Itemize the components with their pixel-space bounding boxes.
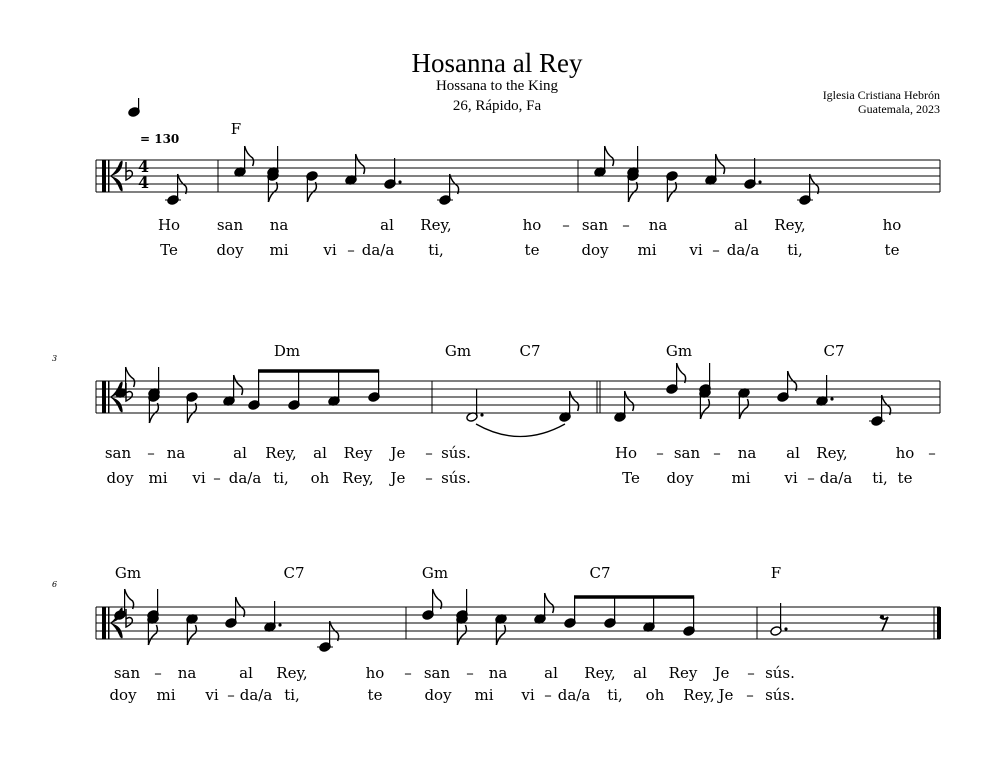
- lyric-verse-1: –: [713, 444, 721, 462]
- final-barline: [937, 607, 941, 639]
- composer-line-2: Guatemala, 2023: [858, 102, 940, 116]
- lyric-verse-2: Te: [160, 241, 178, 259]
- tie: [476, 424, 565, 437]
- lyric-verse-2: doy: [666, 469, 694, 487]
- lyric-verse-1: ho: [882, 216, 902, 234]
- score-tempo-key-line: 26, Rápido, Fa: [452, 98, 542, 114]
- lyric-verse-2: vi: [784, 469, 798, 487]
- lyric-verse-2: da/a: [819, 469, 853, 487]
- eighth-flag: [739, 399, 748, 419]
- lyric-verse-2: mi: [731, 469, 751, 487]
- augmentation-dot: [830, 397, 833, 400]
- lyric-verse-2: sús.: [441, 469, 471, 487]
- lyric-verse-2: ti,: [872, 469, 888, 487]
- lyric-verse-2: mi: [474, 686, 494, 704]
- lyric-verse-2: te: [524, 241, 540, 259]
- lyric-verse-1: –: [656, 444, 664, 462]
- lyric-verse-2: te: [367, 686, 383, 704]
- lyric-verse-2: doy: [106, 469, 134, 487]
- lyric-verse-1: Rey,: [420, 216, 452, 234]
- lyric-verse-2: doy: [216, 241, 244, 259]
- lyric-verse-2: vi: [521, 686, 535, 704]
- augmentation-dot: [278, 623, 281, 626]
- lyric-verse-2: da/a: [557, 686, 591, 704]
- lyric-verse-1: na: [737, 444, 757, 462]
- lyric-verse-2: –: [425, 469, 433, 487]
- lyric-verse-1: al: [544, 664, 558, 682]
- lyric-verse-2: vi: [192, 469, 206, 487]
- chord-symbol: Gm: [114, 564, 142, 582]
- lyric-verse-2: oh: [645, 686, 665, 704]
- composer-line-1: Iglesia Cristiana Hebrón: [822, 88, 940, 102]
- lyric-verse-2: da/a: [361, 241, 395, 259]
- lyric-verse-2: mi: [269, 241, 289, 259]
- lyric-verse-2: ti,: [284, 686, 300, 704]
- lyric-verse-1: Rey,: [265, 444, 297, 462]
- chord-symbol: Gm: [421, 564, 449, 582]
- eighth-flag: [677, 363, 686, 383]
- flat-icon: [126, 162, 132, 180]
- lyric-verse-2: doy: [424, 686, 452, 704]
- chord-symbol: Dm: [273, 342, 301, 360]
- lyric-verse-1: Rey,: [816, 444, 848, 462]
- lyric-verse-1: Rey,: [774, 216, 806, 234]
- lyric-verse-1: Rey,: [276, 664, 308, 682]
- lyric-verse-2: vi: [205, 686, 219, 704]
- lyric-verse-2: Rey,: [683, 686, 715, 704]
- eighth-flag: [605, 146, 614, 166]
- time-signature-bottom: 4: [138, 173, 150, 192]
- lyric-verse-1: na: [166, 444, 186, 462]
- alto-clef-icon: [108, 381, 110, 413]
- alto-clef-icon: [102, 607, 106, 639]
- lyric-verse-1: Rey,: [584, 664, 616, 682]
- lyric-verse-2: –: [544, 686, 552, 704]
- augmentation-dot: [398, 180, 401, 183]
- lyric-verse-1: Je: [390, 444, 406, 462]
- eighth-rest-icon: [880, 617, 888, 631]
- chord-symbol: F: [230, 120, 242, 138]
- lyric-verse-1: –: [154, 664, 162, 682]
- lyric-verse-1: sús.: [441, 444, 471, 462]
- lyric-verse-2: te: [897, 469, 913, 487]
- lyric-verse-1: na: [488, 664, 508, 682]
- score-title: Hosanna al Rey: [411, 48, 583, 78]
- lyric-verse-1: –: [747, 664, 755, 682]
- eighth-flag: [716, 154, 725, 174]
- lyric-verse-1: san: [581, 216, 609, 234]
- lyric-verse-1: al: [786, 444, 800, 462]
- measure-number: 6: [52, 580, 58, 589]
- lyric-verse-2: vi: [323, 241, 337, 259]
- lyric-verse-2: da/a: [239, 686, 273, 704]
- augmentation-dot: [784, 627, 787, 630]
- lyric-verse-1: Ho: [614, 444, 638, 462]
- eighth-flag: [234, 375, 243, 395]
- lyric-verse-2: vi: [689, 241, 703, 259]
- lyric-verse-1: san: [104, 444, 132, 462]
- chord-symbol: C7: [519, 342, 541, 360]
- lyric-verse-2: mi: [637, 241, 657, 259]
- lyric-verse-2: Je: [390, 469, 406, 487]
- chord-symbol: Gm: [665, 342, 693, 360]
- flat-icon: [126, 609, 132, 627]
- lyric-verse-1: –: [622, 216, 630, 234]
- lyric-verse-1: ho: [365, 664, 385, 682]
- lyric-verse-2: –: [746, 686, 754, 704]
- alto-clef-icon: [108, 607, 110, 639]
- lyric-verse-2: ti,: [607, 686, 623, 704]
- eighth-flag: [496, 625, 505, 645]
- lyric-verse-2: Te: [622, 469, 640, 487]
- lyric-verse-1: al: [380, 216, 394, 234]
- lyric-verse-1: ho: [895, 444, 915, 462]
- lyric-verse-1: –: [404, 664, 412, 682]
- eighth-rest-icon: [880, 615, 884, 619]
- lyric-verse-1: –: [928, 444, 936, 462]
- score-subtitle: Hossana to the King: [435, 78, 559, 94]
- lyric-verse-1: sús.: [765, 664, 795, 682]
- chord-symbol: F: [770, 564, 782, 582]
- lyric-verse-1: al: [233, 444, 247, 462]
- lyric-verse-1: san: [423, 664, 451, 682]
- lyric-verse-2: oh: [310, 469, 330, 487]
- lyric-verse-2: Rey,: [342, 469, 374, 487]
- lyric-verse-2: Je: [718, 686, 734, 704]
- alto-clef-icon: [108, 160, 110, 192]
- lyric-verse-1: Rey: [343, 444, 373, 462]
- lyric-verse-2: ti,: [428, 241, 444, 259]
- flat-icon: [126, 383, 132, 401]
- lyric-verse-1: Rey: [668, 664, 698, 682]
- lyric-verse-2: –: [347, 241, 355, 259]
- augmentation-dot: [480, 413, 483, 416]
- lyric-verse-2: te: [884, 241, 900, 259]
- eighth-flag: [187, 625, 196, 645]
- chord-symbol: Gm: [444, 342, 472, 360]
- lyric-verse-2: doy: [581, 241, 609, 259]
- tempo-marking: = 130: [140, 132, 180, 146]
- lyric-verse-2: sús.: [765, 686, 795, 704]
- lyric-verse-1: san: [113, 664, 141, 682]
- eighth-flag: [125, 589, 134, 609]
- lyric-verse-2: mi: [148, 469, 168, 487]
- lyric-verse-1: na: [177, 664, 197, 682]
- eighth-flag: [433, 589, 442, 609]
- lyric-verse-1: –: [562, 216, 570, 234]
- lyric-verse-1: –: [466, 664, 474, 682]
- alto-clef-icon: [102, 381, 106, 413]
- lyric-verse-1: –: [147, 444, 155, 462]
- lyric-verse-2: da/a: [726, 241, 760, 259]
- eighth-flag: [356, 154, 365, 174]
- eighth-flag: [148, 625, 157, 645]
- lyric-verse-1: Je: [714, 664, 730, 682]
- lyric-verse-1: san: [216, 216, 244, 234]
- lyric-verse-1: –: [425, 444, 433, 462]
- lyric-verse-1: Ho: [157, 216, 181, 234]
- lyric-verse-1: ho: [522, 216, 542, 234]
- eighth-flag: [700, 399, 709, 419]
- augmentation-dot: [758, 180, 761, 183]
- lyric-verse-1: al: [734, 216, 748, 234]
- chord-symbol: C7: [283, 564, 305, 582]
- time-signature-top: 4: [138, 157, 150, 176]
- lyric-verse-2: mi: [156, 686, 176, 704]
- eighth-flag: [126, 367, 135, 387]
- lyric-verse-1: al: [633, 664, 647, 682]
- lyric-verse-1: al: [239, 664, 253, 682]
- alto-clef-icon: [102, 160, 106, 192]
- eighth-flag: [245, 146, 254, 166]
- lyric-verse-2: –: [213, 469, 221, 487]
- lyric-verse-2: da/a: [228, 469, 262, 487]
- lyric-verse-1: na: [269, 216, 289, 234]
- eighth-flag: [545, 593, 554, 613]
- lyric-verse-1: san: [673, 444, 701, 462]
- lyric-verse-2: –: [712, 241, 720, 259]
- lyric-verse-2: –: [807, 469, 815, 487]
- eighth-flag: [570, 391, 579, 411]
- lyric-verse-2: ti,: [273, 469, 289, 487]
- lyric-verse-2: ti,: [787, 241, 803, 259]
- chord-symbol: C7: [823, 342, 845, 360]
- eighth-flag: [625, 391, 634, 411]
- lyric-verse-2: doy: [109, 686, 137, 704]
- eighth-flag: [457, 625, 466, 645]
- lyric-verse-1: al: [313, 444, 327, 462]
- lyric-verse-2: –: [227, 686, 235, 704]
- measure-number: 3: [52, 354, 58, 363]
- lyric-verse-1: na: [648, 216, 668, 234]
- chord-symbol: C7: [589, 564, 611, 582]
